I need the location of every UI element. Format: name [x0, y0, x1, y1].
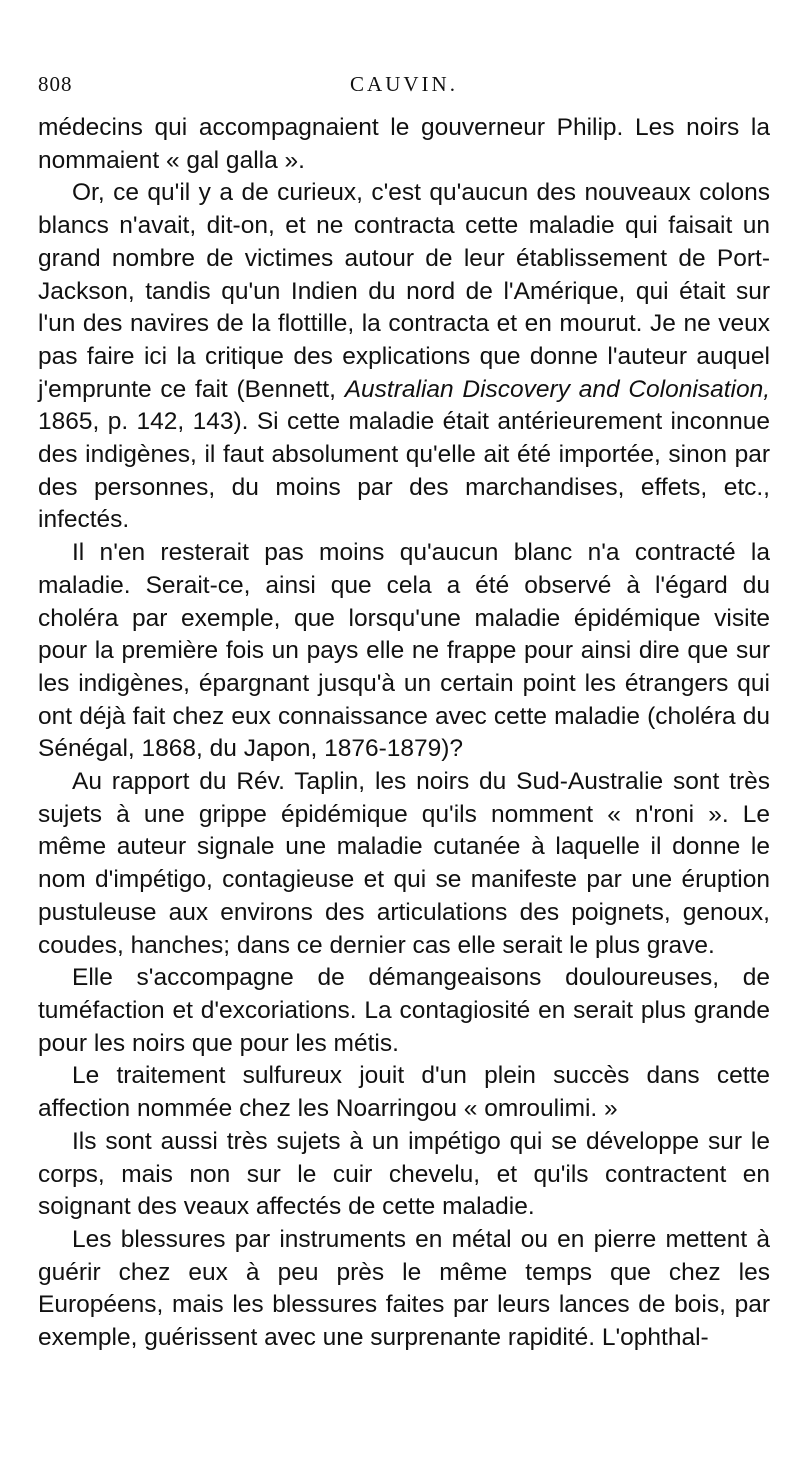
paragraph-2-text-after: 1865, p. 142, 143). Si cette maladie était antérieurement inconnue des indigènes, il faut absolument qu'elle ait été importée, sinon par des personnes, du moins par des marchandises, effets, etc., infectés. — [38, 408, 770, 534]
paragraph-5: Elle s'accompagne de démangeaisons douloureuses, de tuméfaction et d'excoriations. La contagiosité en serait plus grande pour les noirs que pour les métis. — [38, 964, 770, 1057]
body-text — [38, 112, 770, 1355]
paragraph-6: Le traitement sulfureux jouit d'un plein succès dans cette affection nommée chez les Noarringou « omroulimi. » — [38, 1062, 770, 1123]
running-head: CAUVIN. — [350, 72, 458, 96]
paragraph-8: Les blessures par instruments en métal ou en pierre mettent à guérir chez eux à peu près le même temps que chez les Européens, mais les blessures faites par leurs lances de bois, par exemple, guérissent avec une surprenante rapidité. L'ophthal- — [38, 1225, 770, 1352]
paragraph-1: médecins qui accompagnaient le gouverneur Philip. Les noirs la nommaient « gal galla ». — [38, 114, 770, 174]
paragraph-4: Au rapport du Rév. Taplin, les noirs du Sud-Australie sont très sujets à une grippe épidémique qu'ils nomment « n'roni ». Le même auteur signale une maladie cutanée à laquelle il donne le nom d'impétigo, contagieuse et qui se manifeste par une éruption pustuleuse aux environs des articulations des poignets, genoux, coudes, hanches; dans ce dernier cas elle serait le plus grave. — [38, 768, 770, 959]
cited-title: Australian Discovery and Colonisation, — [344, 375, 770, 403]
paragraph-2-text: Or, ce qu'il y a de curieux, c'est qu'aucun des nouveaux colons blancs n'avait, dit-on, et ne contracta cette maladie qui faisait un grand nombre de victimes autour de leur établissement de Port-Jackson, tandis qu'un Indien du nord de l'Amérique, qui était sur l'un des navires de la flottille, la contracta et en mourut. Je ne veux pas faire ici la critique des explications que donne l'auteur auquel j'emprunte ce fait (Bennett, — [38, 179, 770, 403]
page-number: 808 — [38, 72, 73, 96]
page-header — [38, 72, 770, 108]
paragraph-2 — [38, 177, 770, 537]
paragraph-3: Il n'en resterait pas moins qu'aucun blanc n'a contracté la maladie. Serait-ce, ainsi que cela a été observé à l'égard du choléra par exemple, que lorsqu'une maladie épidémique visite pour la première fois un pays elle ne frappe pour ainsi dire que sur les indigènes, épargnant jusqu'à un certain point les étrangers qui ont déjà fait chez eux connaissance avec cette maladie (choléra du Sénégal, 1868, du Japon, 1876-1879)? — [38, 539, 770, 763]
paragraph-7: Ils sont aussi très sujets à un impétigo qui se développe sur le corps, mais non sur le cuir chevelu, et qu'ils contractent en soignant des veaux affectés de cette maladie. — [38, 1127, 770, 1221]
